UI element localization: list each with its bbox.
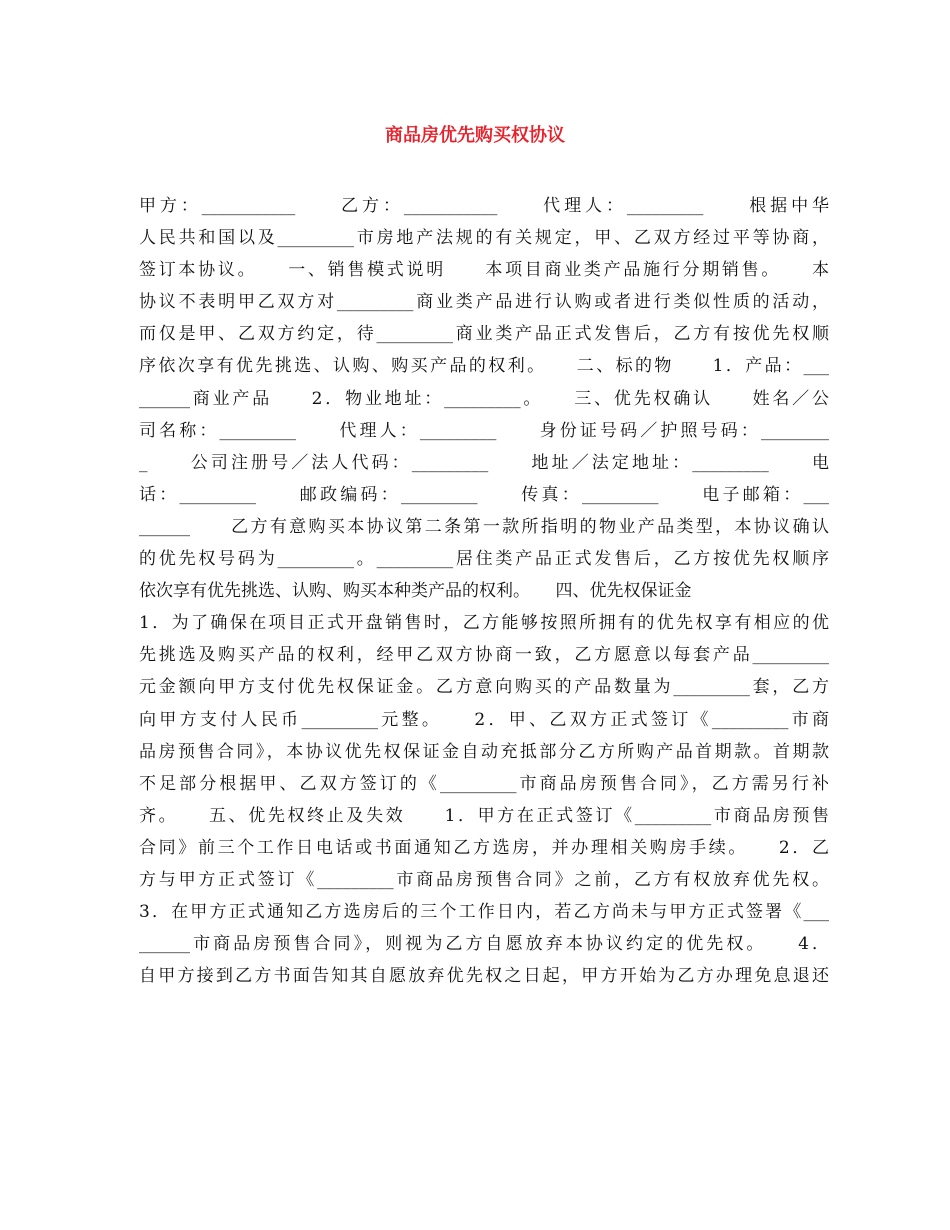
body-line: 1．为了确保在项目正式开盘销售时，乙方能够按照所拥有的优先权享有相应的优 xyxy=(139,613,829,634)
body-line: 齐。 五、优先权终止及失效 1．甲方在正式签订《_________市商品房预售 xyxy=(139,805,829,826)
body-line: 的优先权号码为_________。_________居住类产品正式发售后，乙方按优先权顺序 xyxy=(139,549,829,570)
body-line: 元金额向甲方支付优先权保证金。乙方意向购买的产品数量为_________套，乙方 xyxy=(139,677,829,698)
body-line: 品房预售合同》，本协议优先权保证金自动充抵部分乙方所购产品首期款。首期款 xyxy=(139,741,829,762)
body-line: ______市商品房预售合同》，则视为乙方自愿放弃本协议约定的优先权。 4． xyxy=(139,934,829,955)
body-line: 甲方：___________ 乙方：___________ 代理人：_________ 根据中华 xyxy=(139,196,829,216)
body-line: 先挑选及购买产品的权利，经甲乙双方协商一致，乙方愿意以每套产品_________ xyxy=(139,645,829,666)
body-line: 自甲方接到乙方书面告知其自愿放弃优先权之日起，甲方开始为乙方办理免息退还 xyxy=(139,966,829,987)
body-line: 签订本协议。 一、销售模式说明 本项目商业类产品施行分期销售。 本 xyxy=(139,260,829,281)
document-body xyxy=(139,190,829,992)
body-line: 人民共和国以及_________市房地产法规的有关规定，甲、乙双方经过平等协商， xyxy=(139,228,829,249)
body-line: 3．在甲方正式通知乙方选房后的三个工作日内，若乙方尚未与甲方正式签署《___ xyxy=(139,902,829,923)
body-line: ______ 乙方有意购买本协议第二条第一款所指明的物业产品类型，本协议确认 xyxy=(139,516,829,537)
body-line: 不足部分根据甲、乙双方签订的《_________市商品房预售合同》，乙方需另行补 xyxy=(139,773,829,794)
body-line: 方与甲方正式签订《_________市商品房预售合同》之前，乙方有权放弃优先权。 xyxy=(139,869,829,890)
body-line: 依次享有优先挑选、认购、购买本种类产品的权利。 四、优先权保证金 xyxy=(139,581,692,602)
body-line: 话：_________ 邮政编码：_________ 传真：_________ 电子邮箱：___ xyxy=(139,484,829,505)
body-line: 向甲方支付人民币_________元整。 2．甲、乙双方正式签订《_________市商 xyxy=(139,709,829,730)
body-line: 序依次享有优先挑选、认购、购买产品的权利。 二、标的物 1．产品：___ xyxy=(139,356,829,377)
body-line: 司名称：_________ 代理人：_________ 身份证号码／护照号码：________ xyxy=(139,420,829,441)
body-line: ______商业产品 2．物业地址：_________。 三、优先权确认 姓名／公 xyxy=(139,388,829,409)
body-line: _ 公司注册号／法人代码：_________ 地址／法定地址：_________ 电 xyxy=(139,452,829,473)
body-line: 合同》前三个工作日电话或书面通知乙方选房，并办理相关购房手续。 2．乙 xyxy=(139,837,829,858)
document-title: 商品房优先购买权协议 xyxy=(385,125,565,146)
body-line: 而仅是甲、乙双方约定，待_________商业类产品正式发售后，乙方有按优先权顺 xyxy=(139,324,829,345)
body-line: 协议不表明甲乙双方对_________商业类产品进行认购或者进行类似性质的活动， xyxy=(139,292,829,313)
